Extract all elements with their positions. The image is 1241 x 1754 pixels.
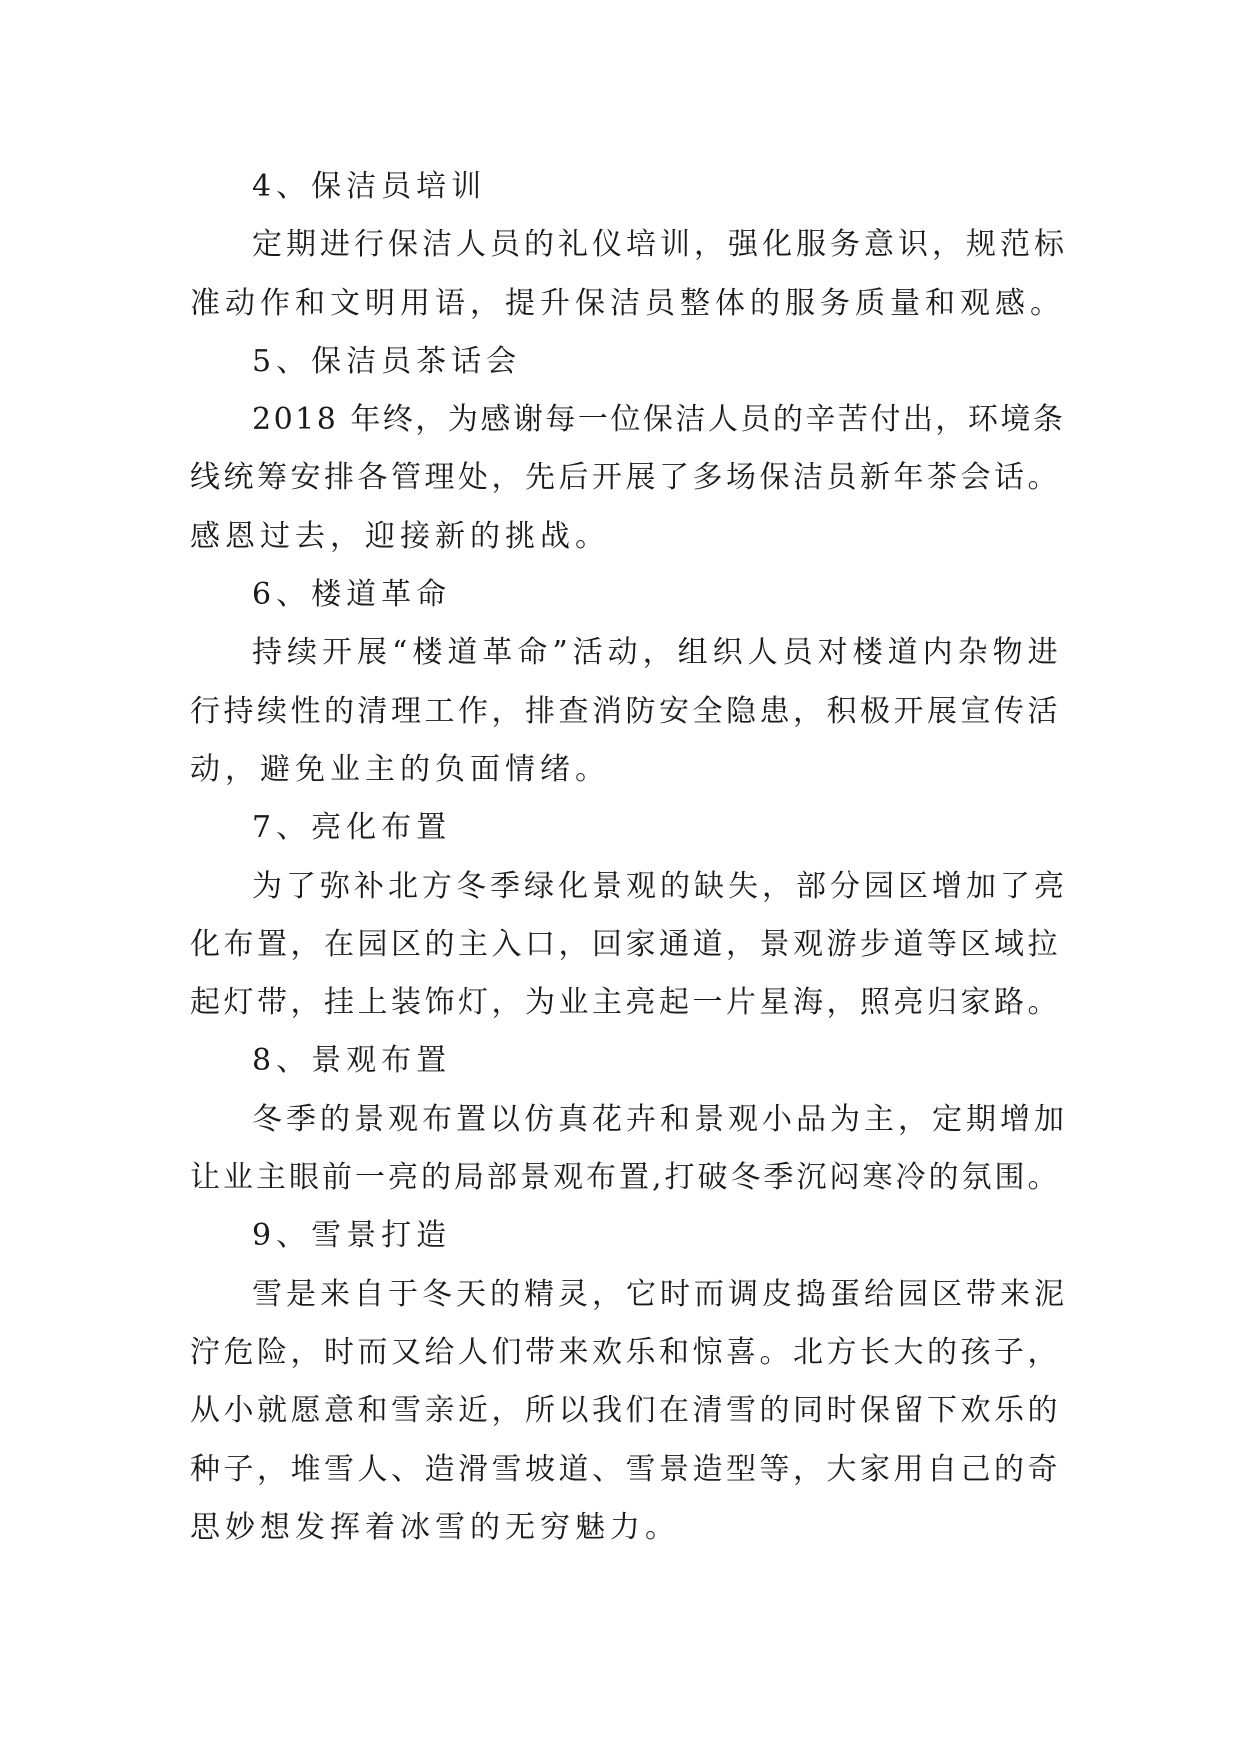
text-line: 起灯带，挂上装饰灯，为业主亮起一片星海，照亮归家路。 (190, 985, 1061, 1021)
text-line: 定期进行保洁人员的礼仪培训，强化服务意识，规范标 (252, 227, 1068, 263)
text-line: 持续开展“楼道革命”活动，组织人员对楼道内杂物进 (252, 635, 1063, 671)
text-line: 思妙想发挥着冰雪的无穷魅力。 (190, 1509, 680, 1545)
text-line: 4、保洁员培训 (252, 169, 487, 204)
document-body (190, 158, 1070, 1557)
text-line: 线统筹安排各管理处，先后开展了多场保洁员新年茶会话。 (190, 460, 1061, 496)
text-line: 从小就愿意和雪亲近，所以我们在清雪的同时保留下欢乐的 (190, 1393, 1061, 1429)
text-line: 种子，堆雪人、造滑雪坡道、雪景造型等，大家用自己的奇 (190, 1451, 1061, 1487)
text-line: 感恩过去，迎接新的挑战。 (190, 518, 610, 554)
text-line: 行持续性的清理工作，排查消防安全隐患，积极开展宣传活 (190, 693, 1061, 729)
text-line: 准动作和文明用语，提升保洁员整体的服务质量和观感。 (190, 285, 1065, 321)
text-line: 5、保洁员茶话会 (252, 343, 522, 379)
text-line: 7、亮化布置 (252, 810, 452, 846)
text-line: 8、景观布置 (252, 1043, 452, 1079)
text-line: 泞危险，时而又给人们带来欢乐和惊喜。北方长大的孩子， (190, 1334, 1061, 1370)
text-line: 6、楼道革命 (252, 577, 452, 613)
text-line: 动，避免业主的负面情绪。 (190, 751, 610, 787)
text-line: 2018 年终，为感谢每一位保洁人员的辛苦付出，环境条 (252, 402, 1066, 438)
text-line: 9、雪景打造 (252, 1218, 452, 1254)
text-line: 冬季的景观布置以仿真花卉和景观小品为主，定期增加 (252, 1101, 1068, 1137)
text-line: 雪是来自于冬天的精灵，它时而调皮捣蛋给园区带来泥 (252, 1276, 1068, 1312)
text-line: 让业主眼前一亮的局部景观布置,打破冬季沉闷寒冷的氛围。 (190, 1160, 1061, 1196)
text-line: 化布置，在园区的主入口，回家通道，景观游步道等区域拉 (190, 926, 1061, 962)
text-line: 为了弥补北方冬季绿化景观的缺失，部分园区增加了亮 (252, 868, 1068, 904)
